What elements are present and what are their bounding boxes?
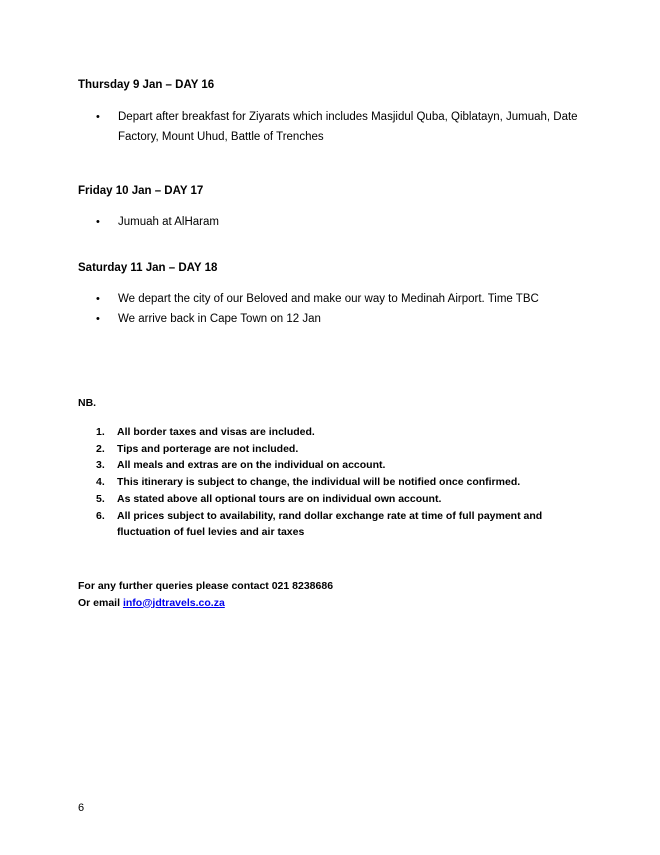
page-number: 6: [78, 802, 85, 814]
contact-phone-line: For any further queries please contact 021 8238686: [78, 580, 334, 592]
note-text: All meals and extras are on the individual on account.: [117, 459, 386, 472]
list-item-text: We arrive back in Cape Town on 12 Jan: [118, 313, 321, 325]
bullet-icon: •: [96, 111, 100, 123]
bullet-icon: •: [96, 216, 100, 228]
list-item: [78, 289, 578, 309]
day-17-heading: Friday 10 Jan – DAY 17: [78, 185, 204, 197]
note-item: [78, 474, 548, 491]
list-item-text: Depart after breakfast for Ziyarats which includes Masjidul Quba, Qiblatayn, Jumuah, Date Factory, Mount Uhud, Battle of Trenches: [118, 111, 578, 143]
note-text: As stated above all optional tours are on individual own account.: [117, 492, 442, 505]
list-item: [78, 212, 578, 232]
note-item: [78, 508, 548, 541]
bullet-icon: •: [96, 293, 100, 305]
list-item: [78, 107, 578, 147]
nb-label: NB.: [78, 397, 97, 409]
note-item: [78, 491, 548, 508]
note-number: 3.: [96, 459, 105, 472]
note-item: [78, 441, 548, 458]
note-number: 1.: [96, 426, 105, 438]
note-text: All prices subject to availability, rand dollar exchange rate at time of full payment and fluctuation of fuel levies and air taxes: [117, 509, 543, 539]
list-item: [78, 309, 578, 329]
day-16-heading: Thursday 9 Jan – DAY 16: [78, 79, 215, 91]
note-number: 4.: [96, 476, 105, 489]
note-text: All border taxes and visas are included.: [117, 426, 315, 438]
notes-list: [78, 424, 548, 541]
note-text: Tips and porterage are not included.: [117, 442, 299, 455]
list-item-text: Jumuah at AlHaram: [118, 216, 219, 228]
note-number: 2.: [96, 442, 105, 455]
contact-block: [78, 578, 333, 611]
contact-email-prefix: Or email: [78, 596, 123, 609]
list-item-text: We depart the city of our Beloved and make our way to Medinah Airport. Time TBC: [118, 293, 539, 305]
day-18-list: [78, 289, 578, 329]
email-link[interactable]: info@jdtravels.co.za: [122, 596, 225, 609]
bullet-icon: •: [96, 313, 100, 325]
day-18-heading: Saturday 11 Jan – DAY 18: [78, 262, 218, 274]
note-number: 5.: [96, 492, 105, 505]
note-item: [78, 424, 548, 441]
note-number: 6.: [96, 509, 105, 522]
note-text: This itinerary is subject to change, the individual will be notified once confirmed.: [117, 476, 521, 489]
note-item: [78, 457, 548, 474]
day-16-list: [78, 107, 578, 147]
contact-email-line: [78, 595, 333, 612]
day-17-list: [78, 212, 578, 232]
